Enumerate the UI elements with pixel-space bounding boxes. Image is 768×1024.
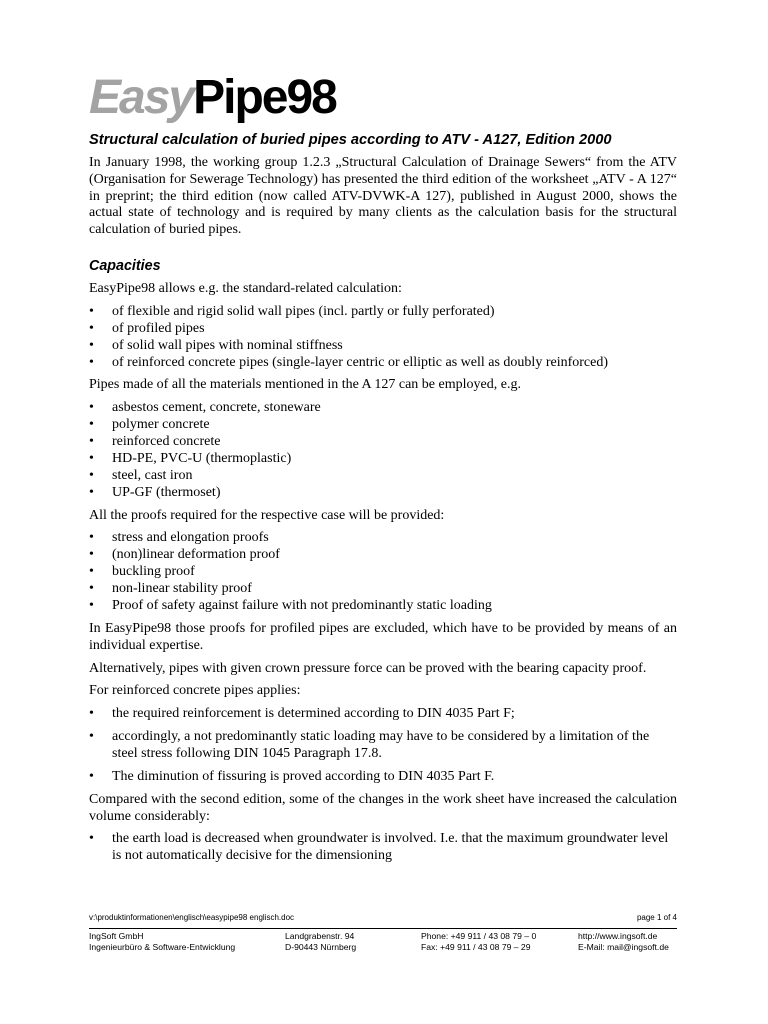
footer-company (89, 931, 235, 953)
bullet-point: • (89, 564, 94, 580)
email-link[interactable]: E-Mail: mail@ingsoft.de (578, 942, 669, 952)
bullet-point: • (89, 768, 94, 784)
list-item (89, 729, 677, 763)
capacities-paragraph-1: EasyPipe98 allows e.g. the standard-related calculation: (89, 280, 402, 296)
bullet-point: • (89, 706, 94, 722)
list-item-text: steel, cast iron (112, 467, 193, 483)
list-item (89, 468, 677, 485)
bullet-point: • (89, 354, 94, 370)
materials-list (89, 400, 677, 501)
bullet-point: • (89, 467, 94, 483)
list-item-text: the required reinforcement is determined according to DIN 4035 Part F; (112, 706, 515, 722)
list-item (89, 485, 677, 502)
list-item (89, 581, 677, 598)
list-item (89, 338, 677, 355)
bullet-point: • (89, 450, 94, 466)
address-street: Landgrabenstr. 94 (285, 931, 355, 941)
bullet-point: • (89, 400, 94, 416)
bullet-point: • (89, 581, 94, 597)
bullet-point: • (89, 729, 94, 745)
bullet-point: • (89, 417, 94, 433)
footer-web-email (578, 931, 669, 953)
list-item-text: of profiled pipes (112, 320, 205, 336)
bullet-point: • (89, 320, 94, 336)
list-item (89, 304, 677, 321)
bullet-point: • (89, 337, 94, 353)
proofs-intro-paragraph: All the proofs required for the respective case will be provided: (89, 507, 445, 523)
list-item (89, 831, 677, 865)
list-item-text: stress and elongation proofs (112, 530, 269, 546)
footer-divider (89, 928, 677, 929)
list-item-text: the earth load is decreased when groundwater is involved. I.e. that the maximum groundwater level is not automatically decisive for the dimensioning (112, 831, 669, 864)
bullet-point: • (89, 598, 94, 614)
main-content (89, 131, 677, 871)
footer-phone-fax (421, 931, 536, 953)
reinforced-concrete-intro: For reinforced concrete pipes applies: (89, 683, 301, 699)
bullet-point: • (89, 434, 94, 450)
list-item (89, 564, 677, 581)
changes-list (89, 831, 677, 865)
changes-paragraph: Compared with the second edition, some of the changes in the work sheet have increased the calculation volume considerably: (89, 791, 677, 824)
materials-intro-paragraph: Pipes made of all the materials mentioned in the A 127 can be employed, e.g. (89, 377, 521, 393)
page-number: page 1 of 4 (636, 913, 677, 922)
footer-address (285, 931, 356, 953)
phone-number: Phone: +49 911 / 43 08 79 – 0 (421, 931, 537, 941)
bullet-point: • (89, 530, 94, 546)
logo-easy: Easy (89, 71, 194, 124)
bullet-point: • (89, 303, 94, 319)
list-item-text: asbestos cement, concrete, stoneware (112, 400, 321, 416)
list-item-text: The diminution of fissuring is proved according to DIN 4035 Part F. (112, 768, 495, 784)
list-item-text: Proof of safety against failure with not predominantly static loading (112, 598, 492, 614)
bullet-point: • (89, 547, 94, 563)
address-city: D-90443 Nürnberg (285, 942, 357, 952)
list-item-text: polymer concrete (112, 417, 210, 433)
list-item-text: HD-PE, PVC-U (thermoplastic) (112, 450, 292, 466)
list-item-text: buckling proof (112, 564, 195, 580)
bullet-point: • (89, 484, 94, 500)
list-item-text: of reinforced concrete pipes (single-layer centric or elliptic as well as doubly reinforced) (112, 354, 609, 370)
list-item (89, 530, 677, 547)
proofs-list (89, 530, 677, 615)
list-item (89, 321, 677, 338)
list-item-text: UP-GF (thermoset) (112, 484, 221, 500)
list-item (89, 417, 677, 434)
list-item (89, 598, 677, 615)
document-subtitle: Structural calculation of buried pipes according to ATV - A127, Edition 2000 (89, 132, 612, 148)
list-item-text: reinforced concrete (112, 434, 221, 450)
bullet-point: • (89, 831, 94, 847)
list-item (89, 451, 677, 468)
list-item-text: accordingly, a not predominantly static loading may have to be considered by a limitation of the steel stress following DIN 1045 Paragraph 17.8. (112, 729, 650, 761)
crown-pressure-paragraph: Alternatively, pipes with given crown pressure force can be proved with the bearing capacity proof. (89, 660, 647, 676)
profiled-pipes-paragraph: In EasyPipe98 those proofs for profiled pipes are excluded, which have to be provided by means of an individual expertise. (89, 620, 677, 653)
company-description: Ingenieurbüro & Software-Entwicklung (89, 942, 236, 952)
list-item (89, 400, 677, 417)
fax-number: Fax: +49 911 / 43 08 79 – 29 (421, 942, 531, 952)
logo-pipe98: Pipe98 (193, 71, 336, 124)
footer-path-line (89, 913, 677, 923)
list-item-text: of flexible and rigid solid wall pipes (incl. partly or fully perforated) (112, 303, 495, 319)
company-name: IngSoft GmbH (89, 931, 144, 941)
list-item (89, 706, 677, 723)
reinforced-concrete-list (89, 706, 677, 786)
list-item (89, 355, 677, 372)
footer-file-path: v:\produktinformationen\englisch\easypipe98 englisch.doc (89, 913, 295, 922)
calculation-types-list (89, 304, 677, 372)
list-item-text: (non)linear deformation proof (112, 547, 280, 563)
intro-paragraph: In January 1998, the working group 1.2.3 „Structural Calculation of Drainage Sewers“ from the ATV (Organisation for Sewerage Technology) has presented the third edition of the worksheet „ATV - A 127“ in preprint; the third edition (now called ATV-DVWK-A 127), published in August 2000, shows the actual state of technology and is required by many clients as the calculation basis for the structural calculation of buried pipes. (89, 155, 677, 238)
list-item (89, 547, 677, 564)
easypipe98-logo (89, 70, 336, 126)
list-item (89, 769, 677, 786)
website-link[interactable]: http://www.ingsoft.de (578, 931, 658, 941)
list-item-text: of solid wall pipes with nominal stiffness (112, 337, 343, 353)
list-item-text: non-linear stability proof (112, 581, 252, 597)
list-item (89, 434, 677, 451)
capacities-heading: Capacities (89, 257, 161, 274)
